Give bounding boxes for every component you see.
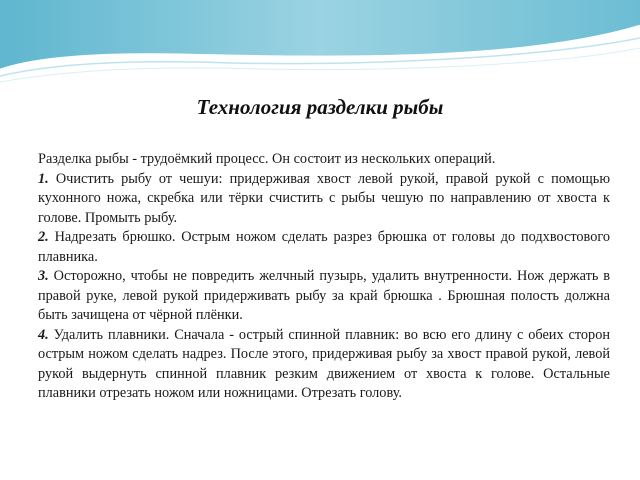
intro-paragraph: Разделка рыбы - трудоёмкий процесс. Он состоит из нескольких операций. [38, 151, 496, 167]
step-text: Очистить рыбу от чешуи: придерживая хвост левой рукой, правой рукой с помощью кухонного ножа, скребка или тёрки счистить с рыбы чешую по направлению от хвоста к голове. Промыть рыбу. [38, 170, 611, 226]
step-paragraph [38, 326, 610, 404]
step-number: 3. [38, 268, 49, 284]
decorative-wave-banner [0, 0, 640, 90]
step-paragraph [38, 228, 610, 267]
step-paragraph [38, 267, 610, 326]
slide-body [38, 150, 610, 404]
step-number: 4. [38, 326, 49, 343]
step-number: 2. [38, 229, 49, 245]
slide-title: Технология разделки рыбы [196, 95, 444, 119]
step-text: Осторожно, чтобы не повредить желчный пузырь, удалить внутренности. Нож держать в правой руке, левой рукой придерживать рыбу за край брюшка . Брюшная полость должна быть зачищена от чёрной плёнки. [38, 268, 610, 323]
step-text: Надрезать брюшко. Острым ножом сделать разрез брюшка от головы до подхвостового плавника. [38, 229, 610, 265]
step-number: 1. [38, 170, 49, 187]
step-text: Удалить плавники. Сначала - острый спинной плавник: во всю его длину с обеих сторон острым ножом сделать надрез. После этого, придерживая рыбу за хвост правой рукой, левой рукой выдернуть спинной плавник резким движением от хвоста к голове. Остальные плавники отрезать ножом или ножницами. Отрезать голову. [38, 326, 611, 401]
step-paragraph [38, 170, 610, 229]
